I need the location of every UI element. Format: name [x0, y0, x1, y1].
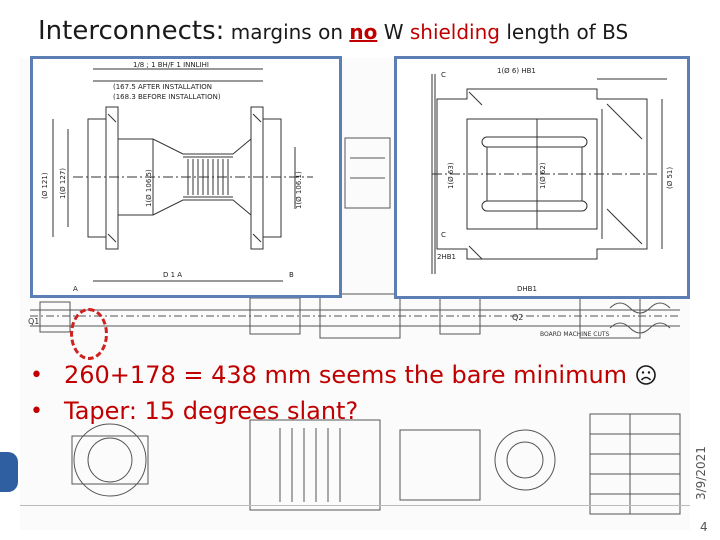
title-part-3: length of BS [499, 20, 629, 44]
title-main: Interconnects: [38, 16, 225, 46]
right-label-c-top: C [441, 71, 446, 79]
left-label-dia-127: 1(Ø 127) [59, 167, 67, 199]
bullet-item [30, 357, 690, 393]
bullet-dot: • [30, 398, 43, 424]
left-section-drawing [30, 56, 342, 298]
right-label-dia-63: 1(Ø 63) [447, 162, 455, 189]
frown-icon [635, 364, 657, 386]
title-no: no [349, 20, 378, 44]
left-label-dia-106b: 1(Ø 106.1) [295, 171, 303, 209]
right-label-c-bottom: C [441, 231, 446, 239]
bullet-item [30, 393, 690, 429]
right-section-drawing [394, 56, 690, 299]
left-label-dia-106: 1(Ø 106.5) [145, 169, 153, 207]
right-label-top: 1(Ø 6) HB1 [497, 67, 536, 75]
highlight-circle [70, 308, 108, 360]
left-label-top: 1/8 ; 1 BH/F 1 INNLIHI [133, 61, 209, 69]
title-part-2: W [377, 20, 410, 44]
right-label-hb1: 2HB1 [437, 253, 456, 261]
label-q2: Q2 [512, 313, 524, 322]
footer-divider [20, 505, 690, 506]
right-label-dia-62: 1(Ø 62) [539, 162, 547, 189]
title-part-1: margins on [224, 20, 350, 44]
left-label-before: (168.3 BEFORE INSTALLATION) [113, 93, 221, 101]
right-section-drawing-svg [397, 59, 687, 296]
bullet-list [30, 357, 690, 429]
left-section-drawing-svg [33, 59, 339, 295]
logo-shape [0, 452, 18, 492]
label-q1: Q1 [28, 317, 40, 326]
page-number: 4 [700, 520, 708, 534]
left-label-d1a: D 1 A [163, 271, 183, 279]
title-shielding: shielding [409, 20, 500, 44]
left-label-after: (167.5 AFTER INSTALLATION [113, 83, 213, 91]
right-label-d1: DHB1 [517, 285, 537, 293]
left-label-dia-121: (Ø 121) [41, 172, 49, 199]
label-machine-cuts: BOARD MACHINE CUTS [540, 331, 610, 338]
bullet-dot: • [30, 362, 43, 388]
bullet-text-1: 260+178 = 438 mm seems the bare minimum [64, 361, 628, 389]
left-label-a: A [73, 285, 78, 293]
left-label-b: B [289, 271, 294, 279]
right-label-dia-61: (Ø 51) [666, 166, 674, 189]
bullet-text-2: Taper: 15 degrees slant? [64, 397, 359, 425]
slide-date: 3/9/2021 [694, 446, 708, 500]
slide-title [38, 16, 698, 46]
